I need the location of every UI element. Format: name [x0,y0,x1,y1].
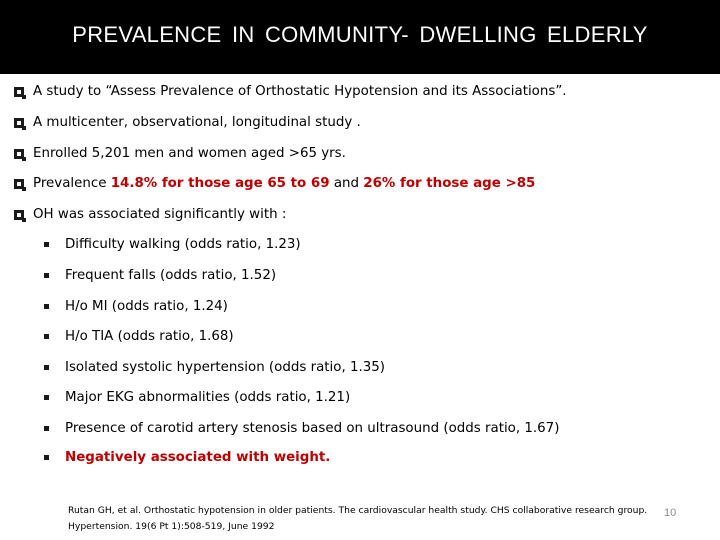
q-box-bullet-icon [14,149,24,159]
citation-line-2: Hypertension. 19(6 Pt 1):508-519, June 1992 [68,521,275,532]
sub-bullet-item [44,268,276,283]
q-box-bullet-icon [14,179,24,189]
slide-title: PREVALENCE IN COMMUNITY- DWELLING ELDERLY [72,22,648,47]
sub-bullet-text: H/o TIA (odds ratio, 1.68) [65,329,234,344]
square-bullet-icon [44,304,49,309]
sub-bullet-text-highlight: Negatively associated with weight. [65,450,331,465]
sub-bullet-item [44,329,234,344]
prevalence-highlight-85: 26% for those age >85 [363,176,536,191]
bullet-text-prefix: Prevalence [33,176,111,191]
square-bullet-icon [44,273,49,278]
bullet-item [14,84,567,99]
sub-bullet-item [44,421,559,436]
bullet-text: Enrolled 5,201 men and women aged >65 yrs. [33,146,346,161]
sub-bullet-item [44,360,385,375]
bullet-text: A multicenter, observational, longitudinal study . [33,115,361,130]
sub-bullet-text: Frequent falls (odds ratio, 1.52) [65,268,277,283]
title-bar [0,0,720,74]
bullet-text-middle: and [329,176,364,191]
bullet-item [14,207,286,222]
page-number: 10 [664,507,677,519]
bullet-text: OH was associated significantly with : [33,207,287,222]
sub-bullet-item [44,237,301,252]
bullet-item [14,176,535,191]
citation-line-1: Rutan GH, et al. Orthostatic hypotension in older patients. The cardiovascular health study. CHS collaborative research group. [68,505,648,516]
sub-bullet-text: Isolated systolic hypertension (odds ratio, 1.35) [65,360,386,375]
prevalence-highlight-65-69: 14.8% for those age 65 to 69 [110,176,330,191]
bullet-text: A study to “Assess Prevalence of Orthostatic Hypotension and its Associations”. [33,84,567,99]
square-bullet-icon [44,455,49,460]
q-box-bullet-icon [14,118,24,128]
square-bullet-icon [44,365,49,370]
square-bullet-icon [44,334,49,339]
sub-bullet-text: Major EKG abnormalities (odds ratio, 1.21) [65,390,351,405]
citation [68,503,647,535]
square-bullet-icon [44,395,49,400]
sub-bullet-item [44,299,228,314]
sub-bullet-text: H/o MI (odds ratio, 1.24) [65,299,228,314]
bullet-item [14,115,361,130]
q-box-bullet-icon [14,87,24,97]
sub-bullet-item [44,390,350,405]
sub-bullet-item [44,450,330,465]
bullet-item [14,146,346,161]
q-box-bullet-icon [14,210,24,220]
square-bullet-icon [44,242,49,247]
sub-bullet-text: Difficulty walking (odds ratio, 1.23) [65,237,301,252]
sub-bullet-text: Presence of carotid artery stenosis based on ultrasound (odds ratio, 1.67) [65,421,560,436]
square-bullet-icon [44,426,49,431]
